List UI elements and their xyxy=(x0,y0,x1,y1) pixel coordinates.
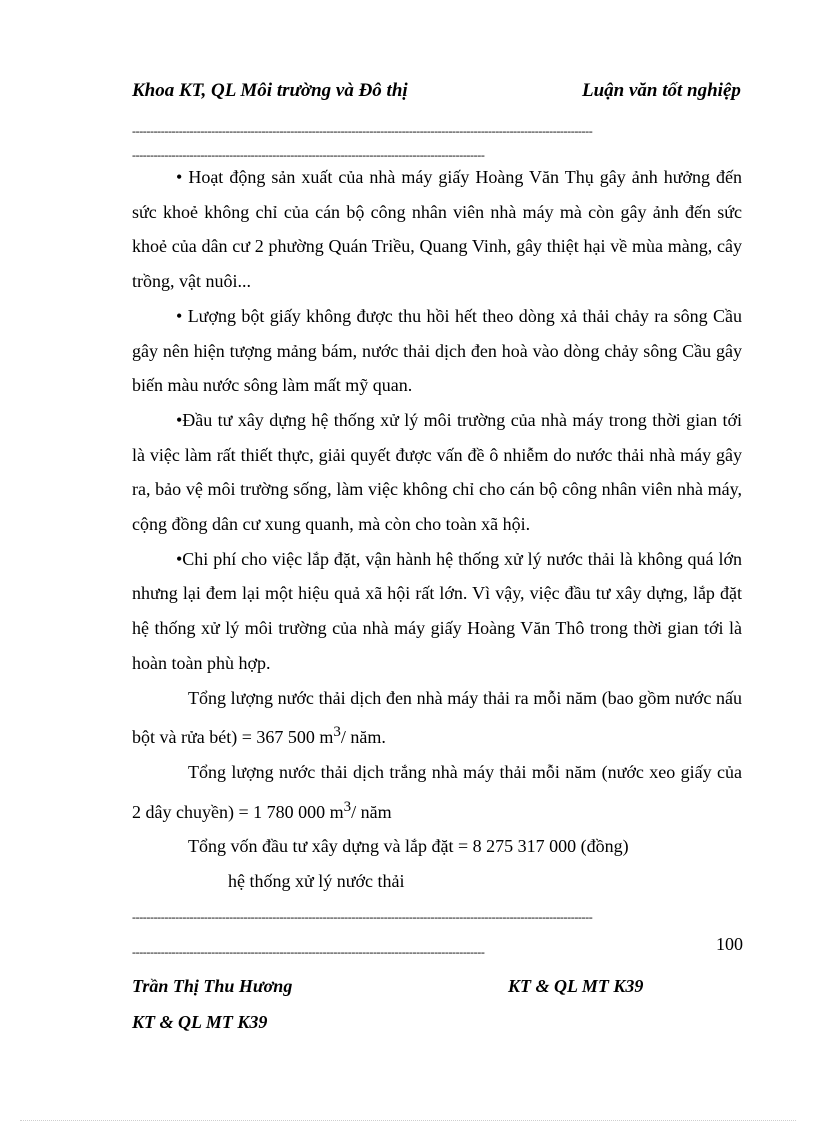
header-rule-long: -------------------------------------------------------------------------------------------------------------------------------- xyxy=(132,124,593,138)
header-faculty: Khoa KT, QL Môi trường và Đô thị xyxy=(132,80,408,101)
paragraph-capital-total: Tổng vốn đầu tư xây dựng và lắp đặt = 8 275 317 000 (đồng) xyxy=(188,836,629,857)
body-content xyxy=(132,160,742,899)
header-thesis-title: Luận văn tốt nghiệp xyxy=(582,80,741,101)
paragraph-capital-subject: hệ thống xử lý nước thải xyxy=(228,871,405,892)
cubic-superscript: 3 xyxy=(343,798,352,815)
page-bottom-border xyxy=(20,1120,796,1121)
white-water-unit: / năm xyxy=(351,801,392,822)
footer-class-below: KT & QL MT K39 xyxy=(132,1012,268,1032)
footer-rule-long: -------------------------------------------------------------------------------------------------------------------------------- xyxy=(132,910,593,924)
footer-rule-short: -------------------------------------------------------------------------------------------------- xyxy=(132,945,485,959)
paragraph-white-water-total xyxy=(132,755,742,829)
paragraph-health-impact: • Hoạt động sản xuất của nhà máy giấy Hoàng Văn Thụ gây ảnh hưởng đến sức khoẻ không chỉ của cán bộ công nhân viên nhà máy mà còn gây ảnh đến sức khoẻ của dân cư 2 phường Quán Triều, Quang Vinh, gây thiệt hại về mùa màng, cây trồng, vật nuôi... xyxy=(132,167,742,292)
cubic-superscript: 3 xyxy=(333,724,341,741)
paragraph-black-liquor-total xyxy=(132,681,742,755)
paragraph-investment: •Đầu tư xây dựng hệ thống xử lý môi trường của nhà máy trong thời gian tới là việc làm rất thiết thực, giải quyết được vấn đề ô nhiễm do nước thải nhà máy gây ra, bảo vệ môi trường sống, làm việc không chỉ cho cán bộ công nhân viên nhà máy, cộng đồng dân cư xung quanh, mà còn cho toàn xã hội. xyxy=(132,409,742,535)
black-liquor-text: Tổng lượng nước thải dịch đen nhà máy thải ra mỗi năm (bao gồm nước nấu bột và rửa bét) = 367 500 m xyxy=(132,687,742,748)
footer-class-right: KT & QL MT K39 xyxy=(508,976,644,996)
page-number: 100 xyxy=(716,934,743,954)
white-water-text: Tổng lượng nước thải dịch trắng nhà máy thải mỗi năm (nước xeo giấy của 2 dây chuyền) = 1 780 000 m xyxy=(132,761,742,822)
black-liquor-unit: / năm. xyxy=(340,727,386,748)
header-rule-short: -------------------------------------------------------------------------------------------------- xyxy=(132,148,485,162)
footer-author: Trần Thị Thu Hương xyxy=(132,976,293,996)
paragraph-pulp-loss: • Lượng bột giấy không được thu hồi hết theo dòng xả thải chảy ra sông Cầu gây nên hiện tượng mảng bám, nước thải dịch đen hoà vào dòng chảy sông Cầu gây biến màu nước sông làm mất mỹ quan. xyxy=(132,305,742,396)
paragraph-cost: •Chi phí cho việc lắp đặt, vận hành hệ thống xử lý nước thải là không quá lớn nhưng lại đem lại một hiệu quả xã hội rất lớn. Vì vậy, việc đầu tư xây dựng, lắp đặt hệ thống xử lý môi trường của nhà máy giấy Hoàng Văn Thô trong thời gian tới là hoàn toàn phù hợp. xyxy=(132,548,742,673)
